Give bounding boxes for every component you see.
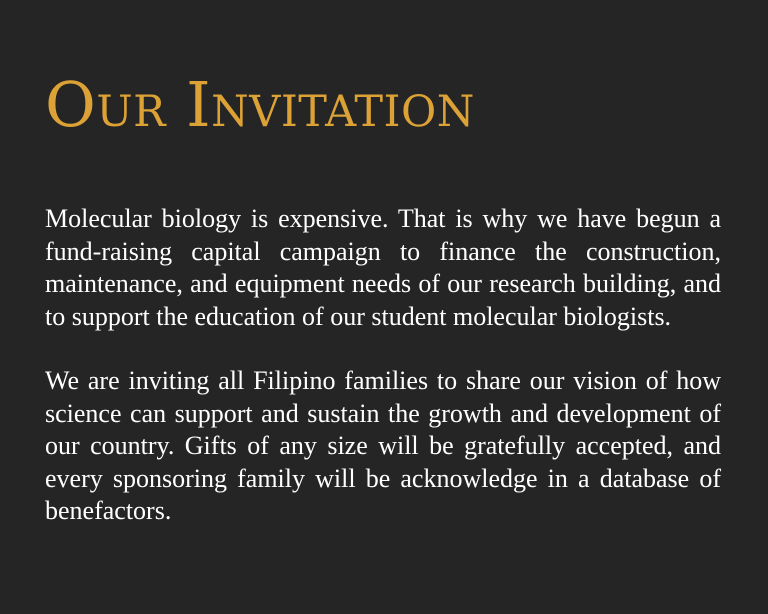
page-title: Our Invitation [45,68,475,141]
invitation-section [45,70,721,528]
invitation-paragraph: We are inviting all Filipino families to share our vision of how science can support and sustain the growth and development of our country. Gifts of any size will be gratefully accepted, and every sponsoring family will be acknowledge in a database of benefactors. [45,366,721,525]
intro-paragraph: Molecular biology is expensive. That is why we have begun a fund-raising capital campaign to finance the construction, maintenance, and equipment needs of our research building, and to support the education of our student molecular biologists. [45,204,721,331]
